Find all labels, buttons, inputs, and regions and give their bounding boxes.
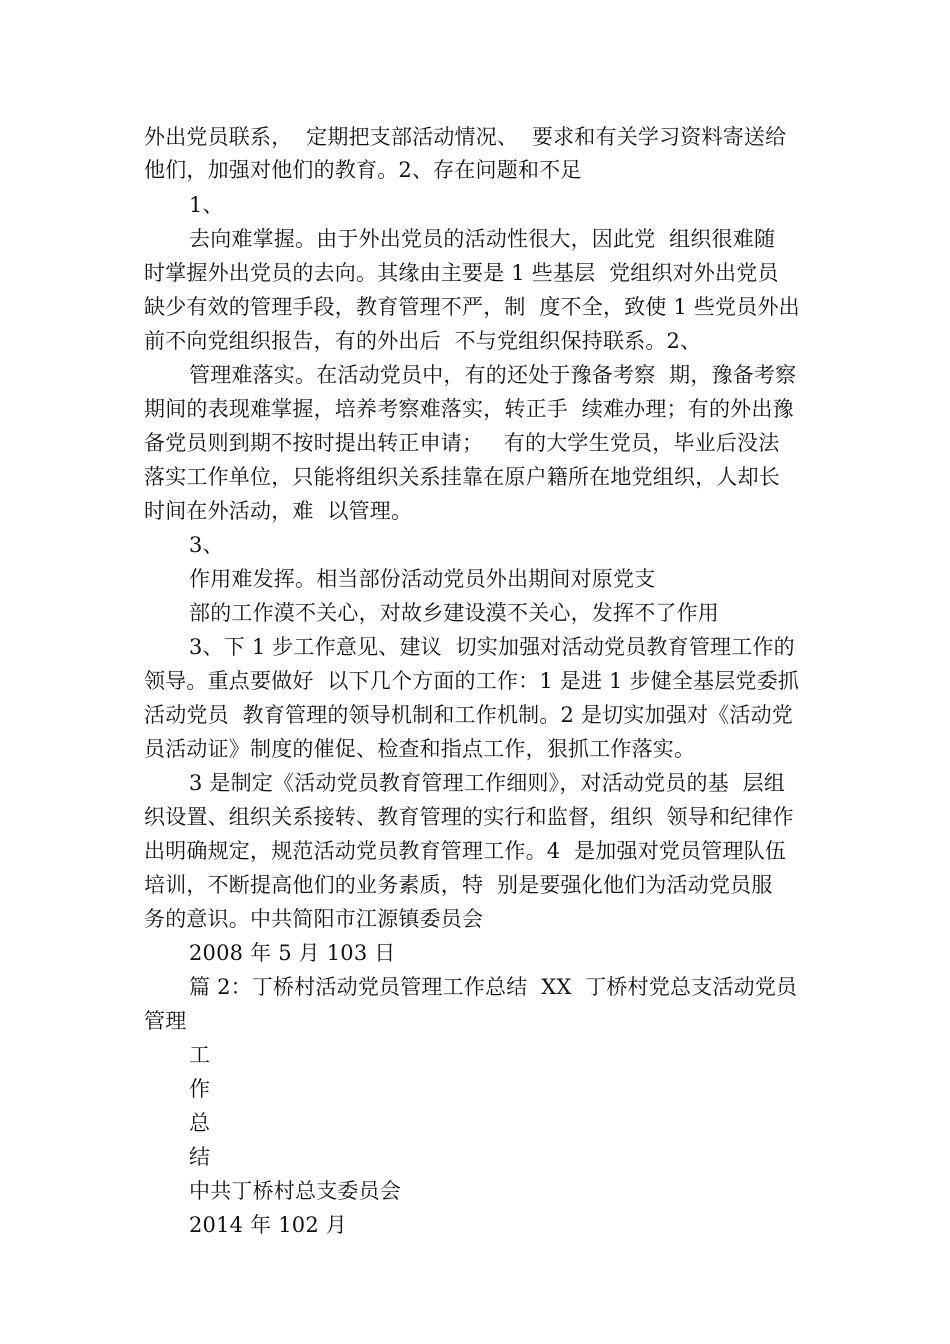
text-line: 工 — [189, 1043, 211, 1067]
text-line: 篇 2：丁桥村活动党员管理工作总结 XX 丁桥村党总支活动党员 — [189, 975, 798, 999]
text-line: 时间在外活动，难 以管理。 — [144, 499, 413, 523]
text-line: 期间的表现难掌握，培养考察难落实，转正手 续难办理；有的外出豫 — [144, 397, 794, 421]
text-line: 中共丁桥村总支委员会 — [189, 1179, 401, 1203]
text-line: 总 — [189, 1111, 211, 1135]
text-line: 落实工作单位，只能将组织关系挂靠在原户籍所在地党组织，人却长 — [144, 465, 780, 489]
text-line: 2008 年 5 月 103 日 — [189, 941, 396, 965]
text-line: 他们，加强对他们的教育。2、存在问题和不足 — [144, 158, 582, 182]
text-line: 织设置、组织关系接转、教育管理的实行和监督，组织 领导和纪律作 — [144, 805, 794, 829]
text-line: 作 — [189, 1077, 211, 1101]
text-line: 1、 — [189, 193, 224, 217]
text-line: 培训，不断提高他们的业务素质，特 别是要强化他们为活动党员服 — [144, 873, 773, 897]
text-line: 员活动证》制度的催促、检查和指点工作，狠抓工作落实。 — [144, 737, 696, 761]
text-line: 缺少有效的管理手段，教育管理不严，制 度不全，致使 1 些党员外出 — [144, 295, 800, 319]
text-line: 管理 — [144, 1009, 187, 1033]
text-line: 出明确规定，规范活动党员教育管理工作。4 是加强对党员管理队伍 — [144, 839, 787, 863]
text-line: 3、 — [189, 533, 224, 557]
text-line: 时掌握外出党员的去向。其缘由主要是 1 些基层 党组织对外出党员 — [144, 261, 779, 285]
text-line: 结 — [189, 1145, 211, 1169]
text-line: 管理难落实。在活动党员中，有的还处于豫备考察 期，豫备考察 — [189, 363, 797, 387]
text-line: 作用难发挥。相当部份活动党员外出期间对原党支 — [189, 567, 656, 591]
text-line: 去向难掌握。由于外出党员的活动性很大，因此党 组织很难随 — [189, 227, 776, 251]
text-line: 务的意识。中共简阳市江源镇委员会 — [144, 907, 484, 931]
text-line: 前不向党组织报告，有的外出后 不与党组织保持联系。2、 — [144, 329, 702, 353]
text-line: 2014 年 102 月 — [189, 1213, 347, 1237]
text-line: 活动党员 教育管理的领导机制和工作机制。2 是切实加强对《活动党 — [144, 703, 793, 727]
text-line: 3、下 1 步工作意见、建议 切实加强对活动党员教育管理工作的 — [189, 635, 795, 659]
text-line: 备党员则到期不按时提出转正申请； 有的大学生党员，毕业后没法 — [144, 431, 780, 455]
text-line: 部的工作漠不关心，对故乡建设漠不关心，发挥不了作用 — [189, 601, 719, 625]
text-line: 领导。重点要做好 以下几个方面的工作：1 是进 1 步健全基层党委抓 — [144, 669, 800, 693]
text-line: 外出党员联系， 定期把支部活动情况、 要求和有关学习资料寄送给 — [144, 125, 787, 149]
text-line: 3 是制定《活动党员教育管理工作细则》，对活动党员的基 层组 — [189, 771, 786, 795]
